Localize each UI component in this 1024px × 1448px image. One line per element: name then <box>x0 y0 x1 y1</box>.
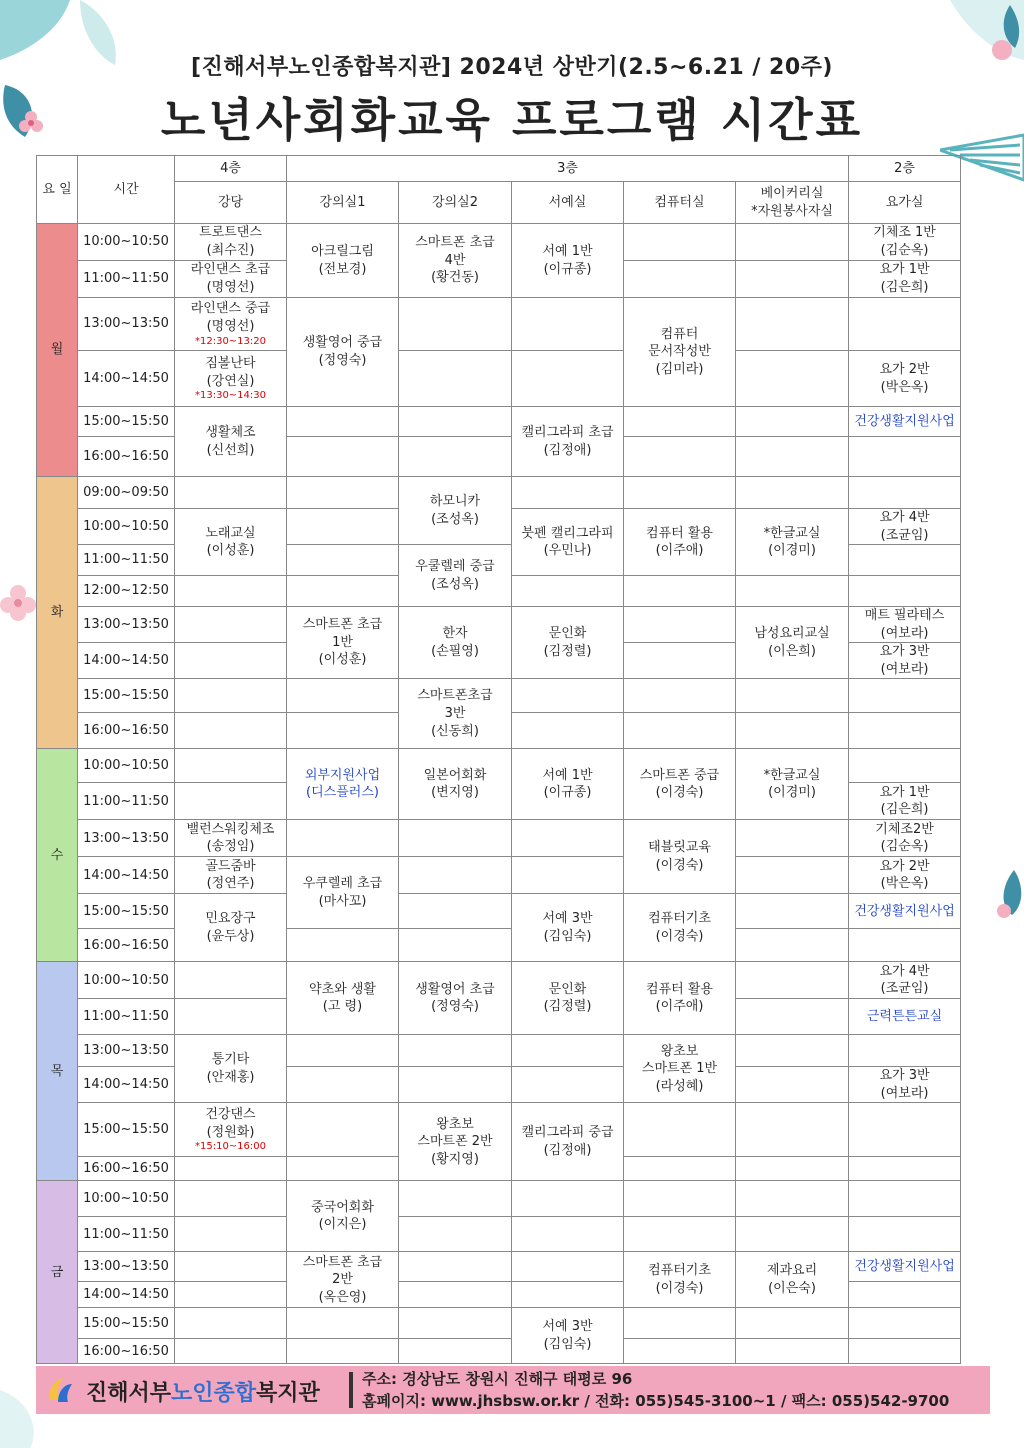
class-cell: 요가 4반 (조균임) <box>849 509 961 545</box>
empty-cell <box>399 1067 512 1103</box>
empty-cell <box>175 999 287 1035</box>
header-time: 시간 <box>78 156 175 224</box>
empty-cell <box>287 576 399 607</box>
footer-contact <box>362 1368 949 1412</box>
class-cell: 붓펜 캘리그라피 (우민나) <box>512 509 624 576</box>
empty-cell <box>736 1339 849 1364</box>
empty-cell <box>849 1103 961 1157</box>
empty-cell <box>399 351 512 407</box>
empty-cell <box>175 477 287 509</box>
empty-cell <box>736 1035 849 1067</box>
time-slot: 10:00~10:50 <box>78 1181 175 1217</box>
empty-cell <box>512 820 624 857</box>
room-bakery <box>736 182 849 224</box>
empty-cell <box>287 1035 399 1067</box>
class-cell: 컴퓨터 문서작성반 (김미라) <box>624 298 736 407</box>
class-cell: 라인댄스 중급 (명영선) *12:30~13:20 <box>175 298 287 351</box>
class-cell: 문인화 (김정렬) <box>512 962 624 1035</box>
empty-cell <box>399 857 512 894</box>
empty-cell <box>512 351 624 407</box>
class-cell: 노래교실 (이성훈) <box>175 509 287 576</box>
empty-cell <box>624 1181 736 1217</box>
room-label: *자원봉사자실 <box>751 203 833 219</box>
empty-cell <box>399 437 512 477</box>
empty-cell <box>287 545 399 576</box>
empty-cell <box>849 576 961 607</box>
empty-cell <box>624 437 736 477</box>
class-cell: 골드줌바 (정연주) <box>175 857 287 894</box>
empty-cell <box>849 1308 961 1339</box>
class-cell: 왕초보 스마트폰 2반 (황지영) <box>399 1103 512 1181</box>
empty-cell <box>399 929 512 962</box>
empty-cell <box>512 1181 624 1217</box>
flower-icon <box>0 585 36 621</box>
class-cell: 생활영어 초급 (정영숙) <box>399 962 512 1035</box>
class-cell: 하모니카 (조성옥) <box>399 477 512 545</box>
empty-cell <box>736 1067 849 1103</box>
empty-cell <box>849 1157 961 1181</box>
day-fri: 금 <box>37 1181 78 1364</box>
class-cell: 한자 (손필영) <box>399 607 512 679</box>
room-lecture-1: 강의실1 <box>287 182 399 224</box>
empty-cell <box>175 1252 287 1282</box>
time-note: *12:30~13:20 <box>194 335 266 347</box>
empty-cell <box>624 1103 736 1157</box>
empty-cell <box>512 576 624 607</box>
time-slot: 16:00~16:50 <box>78 929 175 962</box>
empty-cell <box>399 894 512 929</box>
empty-cell <box>736 477 849 509</box>
time-slot: 14:00~14:50 <box>78 351 175 407</box>
class-cell: 건강생활지원사업 <box>849 1252 961 1282</box>
class-cell: 컴퓨터기초 (이경숙) <box>624 1252 736 1308</box>
empty-cell <box>175 713 287 749</box>
empty-cell <box>624 713 736 749</box>
class-cell: 일본어회화 (변지영) <box>399 749 512 820</box>
empty-cell <box>624 679 736 713</box>
day-wed: 수 <box>37 749 78 962</box>
empty-cell <box>287 1308 399 1339</box>
class-cell: 요가 3반 (여보라) <box>849 643 961 679</box>
empty-cell <box>736 1157 849 1181</box>
class-cell: 요가 2반 (박은옥) <box>849 857 961 894</box>
class-cell: 아크릴그림 (전보경) <box>287 224 399 298</box>
address-text: 주소: 경상남도 창원시 진해구 태평로 96 <box>362 1370 633 1388</box>
empty-cell <box>736 1308 849 1339</box>
empty-cell <box>287 929 399 962</box>
time-slot: 15:00~15:50 <box>78 894 175 929</box>
empty-cell <box>399 1252 512 1282</box>
time-note: *13:30~14:30 <box>194 390 266 402</box>
empty-cell <box>736 298 849 351</box>
class-cell: 남성요리교실 (이은희) <box>736 607 849 679</box>
empty-cell <box>849 298 961 351</box>
empty-cell <box>175 1339 287 1364</box>
empty-cell <box>175 962 287 999</box>
class-cell: 컴퓨터 활용 (이주애) <box>624 509 736 576</box>
floor-4: 4층 <box>175 156 287 182</box>
time-note: *15:10~16:00 <box>194 1141 266 1153</box>
class-cell: 생활체조 (신선희) <box>175 407 287 477</box>
empty-cell <box>175 643 287 679</box>
time-slot: 15:00~15:50 <box>78 407 175 437</box>
room-auditorium: 강당 <box>175 182 287 224</box>
empty-cell <box>287 407 399 437</box>
empty-cell <box>849 749 961 783</box>
empty-cell <box>849 1282 961 1308</box>
time-slot: 13:00~13:50 <box>78 607 175 643</box>
empty-cell <box>624 407 736 437</box>
empty-cell <box>287 1103 399 1157</box>
class-cell: 우쿠렐레 초급 (마사꼬) <box>287 857 399 929</box>
room-lecture-2: 강의실2 <box>399 182 512 224</box>
empty-cell <box>512 1252 624 1282</box>
class-cell: 건강생활지원사업 <box>849 407 961 437</box>
empty-cell <box>512 713 624 749</box>
empty-cell <box>736 962 849 999</box>
empty-cell <box>736 437 849 477</box>
class-cell: 캘리그라피 초급 (김정애) <box>512 407 624 477</box>
empty-cell <box>399 298 512 351</box>
empty-cell <box>736 224 849 261</box>
class-cell: 서예 3반 (김임숙) <box>512 1308 624 1364</box>
empty-cell <box>624 224 736 261</box>
empty-cell <box>287 1157 399 1181</box>
empty-cell <box>849 679 961 713</box>
class-cell: 중국어회화 (이지은) <box>287 1181 399 1252</box>
day-thu: 목 <box>37 962 78 1181</box>
time-slot: 11:00~11:50 <box>78 261 175 298</box>
empty-cell <box>736 820 849 857</box>
empty-cell <box>175 1157 287 1181</box>
class-cell: 왕초보 스마트폰 1반 (라성혜) <box>624 1035 736 1103</box>
empty-cell <box>849 1339 961 1364</box>
class-cell: 건강댄스 (정원화) *15:10~16:00 <box>175 1103 287 1157</box>
empty-cell <box>849 1181 961 1217</box>
empty-cell <box>624 1339 736 1364</box>
class-cell: 문인화 (김정렬) <box>512 607 624 679</box>
empty-cell <box>399 1282 512 1308</box>
class-cell: 스마트폰 중급 (이경숙) <box>624 749 736 820</box>
empty-cell <box>175 1181 287 1217</box>
class-cell: 민요장구 (윤두상) <box>175 894 287 962</box>
time-slot: 16:00~16:50 <box>78 1157 175 1181</box>
empty-cell <box>624 1217 736 1252</box>
time-slot: 15:00~15:50 <box>78 679 175 713</box>
class-cell: 매트 필라테스 (여보라) <box>849 607 961 643</box>
empty-cell <box>736 894 849 929</box>
class-cell: 트로트댄스 (최수진) <box>175 224 287 261</box>
footer <box>36 1366 990 1414</box>
page-title: 노년사회화교육 프로그램 시간표 <box>160 93 864 147</box>
empty-cell <box>736 999 849 1035</box>
empty-cell <box>624 607 736 643</box>
time-slot: 10:00~10:50 <box>78 749 175 783</box>
class-cell: 스마트폰 초급 4반 (황건동) <box>399 224 512 298</box>
footer-divider <box>349 1372 353 1408</box>
contact-text: 홈페이지: www.jhsbsw.or.kr / 전화: 055)545-3100~1 / 팩스: 055)542-9700 <box>362 1392 950 1410</box>
empty-cell <box>399 1308 512 1339</box>
time-slot: 11:00~11:50 <box>78 783 175 820</box>
time-slot: 15:00~15:50 <box>78 1103 175 1157</box>
empty-cell <box>849 1035 961 1067</box>
class-cell: 짐볼난타 (강연실) *13:30~14:30 <box>175 351 287 407</box>
time-slot: 14:00~14:50 <box>78 643 175 679</box>
time-slot: 09:00~09:50 <box>78 477 175 509</box>
empty-cell <box>624 643 736 679</box>
class-cell: 우쿨렐레 중급 (조성옥) <box>399 545 512 607</box>
empty-cell <box>736 857 849 894</box>
room-label: 베이커리실 <box>760 185 824 201</box>
empty-cell <box>287 477 399 509</box>
room-yoga: 요가실 <box>849 182 961 224</box>
empty-cell <box>287 1339 399 1364</box>
empty-cell <box>512 679 624 713</box>
header-day: 요 일 <box>37 156 78 224</box>
class-cell: 컴퓨터 활용 (이주애) <box>624 962 736 1035</box>
time-slot: 10:00~10:50 <box>78 962 175 999</box>
class-cell: 태블릿교육 (이경숙) <box>624 820 736 894</box>
class-cell: 기체조2반 (김순옥) <box>849 820 961 857</box>
time-slot: 10:00~10:50 <box>78 509 175 545</box>
class-cell: 요가 1반 (김은희) <box>849 783 961 820</box>
class-cell: 약초와 생활 (고 령) <box>287 962 399 1035</box>
class-cell: *한글교실 (이경미) <box>736 509 849 576</box>
empty-cell <box>512 857 624 894</box>
empty-cell <box>736 1181 849 1217</box>
empty-cell <box>175 1282 287 1308</box>
time-slot: 11:00~11:50 <box>78 1217 175 1252</box>
class-cell: 외부지원사업 (디스플러스) <box>287 749 399 820</box>
empty-cell <box>736 679 849 713</box>
class-cell: 스마트폰 초급 1반 (이성훈) <box>287 607 399 679</box>
empty-cell <box>736 1103 849 1157</box>
empty-cell <box>512 1217 624 1252</box>
class-cell: 라인댄스 초급 (명영선) <box>175 261 287 298</box>
class-cell: 요가 1반 (김은희) <box>849 261 961 298</box>
empty-cell <box>287 509 399 545</box>
empty-cell <box>287 713 399 749</box>
empty-cell <box>849 1217 961 1252</box>
empty-cell <box>175 1308 287 1339</box>
day-mon: 월 <box>37 224 78 477</box>
class-cell: 캘리그라피 중급 (김정애) <box>512 1103 624 1181</box>
empty-cell <box>736 713 849 749</box>
floor-3: 3층 <box>287 156 849 182</box>
floor-2: 2층 <box>849 156 961 182</box>
time-slot: 13:00~13:50 <box>78 1252 175 1282</box>
empty-cell <box>736 407 849 437</box>
time-slot: 16:00~16:50 <box>78 713 175 749</box>
time-slot: 14:00~14:50 <box>78 1067 175 1103</box>
empty-cell <box>849 713 961 749</box>
empty-cell <box>175 1217 287 1252</box>
time-slot: 11:00~11:50 <box>78 999 175 1035</box>
empty-cell <box>736 576 849 607</box>
empty-cell <box>512 1035 624 1067</box>
empty-cell <box>287 679 399 713</box>
empty-cell <box>175 607 287 643</box>
empty-cell <box>399 1035 512 1067</box>
class-cell: 스마트폰 초급 2반 (옥은영) <box>287 1252 399 1308</box>
empty-cell <box>624 1157 736 1181</box>
class-cell: 근력튼튼교실 <box>849 999 961 1035</box>
empty-cell <box>849 477 961 509</box>
time-slot: 12:00~12:50 <box>78 576 175 607</box>
empty-cell <box>849 437 961 477</box>
empty-cell <box>736 261 849 298</box>
empty-cell <box>287 437 399 477</box>
empty-cell <box>399 820 512 857</box>
leaf-icon <box>984 865 1024 925</box>
class-cell: 스마트폰초급 3반 (신동희) <box>399 679 512 749</box>
class-cell: 서예 1반 (이규종) <box>512 224 624 298</box>
empty-cell <box>624 477 736 509</box>
class-cell: 요가 3반 (여보라) <box>849 1067 961 1103</box>
empty-cell <box>849 545 961 576</box>
empty-cell <box>736 351 849 407</box>
empty-cell <box>399 407 512 437</box>
room-computer: 컴퓨터실 <box>624 182 736 224</box>
class-cell: 밸런스워킹체조 (송정임) <box>175 820 287 857</box>
time-slot: 13:00~13:50 <box>78 820 175 857</box>
class-cell: 통기타 (안재홍) <box>175 1035 287 1103</box>
class-cell: *한글교실 (이경미) <box>736 749 849 820</box>
time-slot: 15:00~15:50 <box>78 1308 175 1339</box>
empty-cell <box>624 261 736 298</box>
class-cell: 컴퓨터기초 (이경숙) <box>624 894 736 962</box>
class-cell: 서예 3반 (김임숙) <box>512 894 624 962</box>
class-cell: 기체조 1반 (김순옥) <box>849 224 961 261</box>
empty-cell <box>287 820 399 857</box>
empty-cell <box>736 1217 849 1252</box>
time-slot: 16:00~16:50 <box>78 437 175 477</box>
empty-cell <box>175 679 287 713</box>
empty-cell <box>624 1308 736 1339</box>
empty-cell <box>399 1339 512 1364</box>
empty-cell <box>512 1067 624 1103</box>
day-tue: 화 <box>37 477 78 749</box>
empty-cell <box>512 477 624 509</box>
time-slot: 16:00~16:50 <box>78 1339 175 1364</box>
timetable <box>36 155 961 1364</box>
logo-icon <box>44 1374 76 1406</box>
time-slot: 14:00~14:50 <box>78 857 175 894</box>
room-calligraphy: 서예실 <box>512 182 624 224</box>
org-name: 진해서부노인종합복지관 <box>86 1381 320 1406</box>
empty-cell <box>512 1282 624 1308</box>
time-slot: 14:00~14:50 <box>78 1282 175 1308</box>
subtitle: [진해서부노인종합복지관] 2024년 상반기(2.5~6.21 / 20주) <box>191 55 833 80</box>
empty-cell <box>175 783 287 820</box>
empty-cell <box>849 929 961 962</box>
empty-cell <box>512 298 624 351</box>
empty-cell <box>399 1181 512 1217</box>
time-slot: 10:00~10:50 <box>78 224 175 261</box>
empty-cell <box>736 929 849 962</box>
empty-cell <box>175 576 287 607</box>
class-cell: 요가 2반 (박은옥) <box>849 351 961 407</box>
empty-cell <box>399 1217 512 1252</box>
empty-cell <box>624 576 736 607</box>
class-cell: 제과요리 (이은숙) <box>736 1252 849 1308</box>
class-cell: 요가 4반 (조균임) <box>849 962 961 999</box>
empty-cell <box>175 749 287 783</box>
time-slot: 13:00~13:50 <box>78 1035 175 1067</box>
empty-cell <box>287 1067 399 1103</box>
class-cell: 건강생활지원사업 <box>849 894 961 929</box>
class-cell: 서예 1반 (이규종) <box>512 749 624 820</box>
time-slot: 11:00~11:50 <box>78 545 175 576</box>
class-cell: 생활영어 중급 (정영숙) <box>287 298 399 407</box>
time-slot: 13:00~13:50 <box>78 298 175 351</box>
